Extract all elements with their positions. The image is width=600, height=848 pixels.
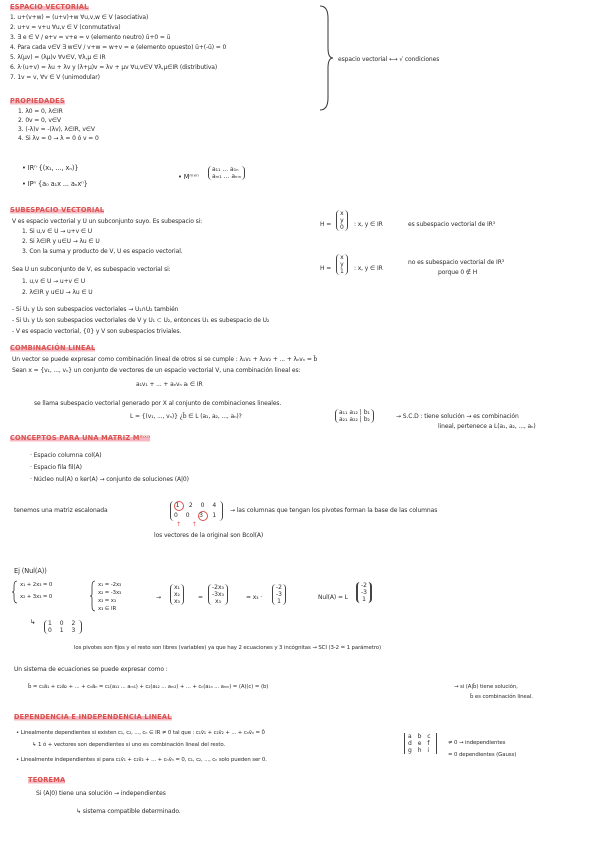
axiom-5: 5. λ(μv) = (λμ)v ∀v∈V, ∀λ,μ ∈ IR [10,54,106,61]
h2-vector-entry: x [340,254,344,261]
escalonada-row-1 [174,501,219,511]
dependencia-title: DEPENDENCIA E INDEPENDENCIA LINEAL [14,713,172,721]
vector-entry: 1 [277,598,281,605]
example-pn: • IPⁿ {a₀ a₁x ... aₙxⁿ} [22,180,88,188]
det-row: a b c [408,733,433,740]
aug-matrix-row: a₁₁ a₁₂ | b₁ [339,409,370,416]
entry: 1 [212,512,220,519]
example-reduced-matrix [44,620,82,634]
prop-3: 3. (-λ)v = -(λv), λ∈IR, v∈V [18,126,95,133]
combinacion-aug-matrix [335,409,374,423]
h1-label: H = [320,221,332,228]
example-matrix-row: aₘ₁ ... aₘₙ [212,173,242,180]
h1-vector [336,210,348,231]
axiom-7: 7. 1v = v, ∀v ∈ V (unimodular) [10,74,100,81]
combinacion-title: COMBINACIÓN LINEAL [10,344,96,352]
sys2-eq-1: x₁ = -2x₃ [98,582,122,588]
vector-entry: -3 [276,591,282,598]
escalonada-matrix [170,501,223,521]
det-note-2: = 0 dependientes (Gauss) [448,752,517,758]
combinacion-l6b: lineal, pertenece a L(a₁, a₂, ..., aₙ) [438,423,536,430]
h1-condition: : x, y ∈ IR [354,221,383,228]
h1-note: es subespacio vectorial de IR³ [408,221,496,228]
dependencia-l2: ↳ 1 ó + vectores son dependientes si uno es combinación lineal del resto. [32,742,226,748]
sys2-eq-2: x₂ = -3x₃ [98,590,122,596]
example-rn: • IRⁿ {(x₁, ..., xₙ)} [22,164,79,172]
teorema-title: TEOREMA [28,776,66,784]
vector-entry: -3x₃ [212,591,224,598]
sys2-eq-4: x₃ ∈ IR [98,606,117,612]
escalonada-sub: los vectores de la original son Bcol(A) [154,532,264,539]
combinacion-l4: se llama subespacio vectorial generado por X al conjunto de combinaciones lineales. [34,400,282,407]
axiom-6: 6. λ·(u+v) = λu + λv y (λ+μ)v = λv + μv ∀u,v∈V ∀λ,μ∈IR (distributiva) [10,64,218,71]
nul-basis-vector [356,582,372,603]
ejemplo-title: Ej (Nul(A)) [14,567,47,575]
teorema-l1: Si (A|0) tiene una solución → independientes [36,790,166,797]
sistema-note-1: → si (A|b̄) tiene solución, [454,684,518,690]
combinacion-l5: L = {(v₁, ..., vₙ)} ¿b̄ ∈ L (a₁, a₂, ..., aₙ)? [130,413,242,420]
sys1-brace-icon [12,580,18,604]
sys2-eq-3: x₃ = x₃ [98,598,116,604]
h1-vector-entry: x [340,210,344,217]
dependencia-l1: • Linealmente dependientes si existen c₁, c₂, ..., cₙ ∈ IR ≠ 0 tal que : c₁v̄₁ + c₂v̄₂ + ... + cₙv̄ₙ = 0̄ [16,730,265,736]
det-row: g h i [408,747,432,754]
escalonada-row-2 [174,511,219,521]
reduced-row: 1 0 2 [48,620,79,627]
h2-vector-entry: y [340,261,344,268]
axiom-4: 4. Para cada v∈V ∃ w∈V / v+w = w+v = e (elemento opuesto) ū+(-ū) = 0 [10,44,227,51]
entry: 0 [200,502,208,509]
prop-1: 1. λ0 = 0, λ∈IR [18,108,63,115]
reduced-row: 0 1 3 [48,627,79,634]
sys1-eq-2: x₂ + 3x₃ = 0 [20,594,53,600]
combinacion-l2: Sean x = {v₁, ..., vₙ} un conjunto de vectores de un espacio vectorial V, una combinación lineal es: [12,367,301,374]
combinacion-l6a: → S.C.D : tiene solución → es combinación [396,413,519,420]
subespacio-note-2: - Si U₁ y U₂ son subespacios vectoriales de V y U₁ ⊂ U₂, entonces U₁ es subespacio de U₂ [12,317,270,324]
h2-note-2: porque 0 ∉ H [438,269,478,276]
vector-entry: 1 [362,596,366,603]
h1-vector-entry: y [340,217,344,224]
hook-arrow-icon: ↳ [30,618,36,626]
subespacio-cond-2: 2. Si λ∈IR y u∈U → λu ∈ U [22,238,100,245]
conceptos-item-1: · Espacio columna col(A) [30,452,102,459]
propiedades-title: PROPIEDADES [10,97,65,105]
det-matrix [404,733,437,754]
vector-entry: -3 [361,589,367,596]
escalonada-intro: tenemos una matriz escalonada [14,507,108,514]
vector-entry: -2x₃ [212,584,224,591]
axiom-1: 1. u+(v+w) = (u+v)+w ∀u,v,w ∈ V (asociativa) [10,14,149,21]
axiom-3: 3. ∃ e ∈ V / e+v = v+e = v (elemento neutro) ū+0 = ū [10,34,171,41]
sys1-eq-1: x₁ + 2x₃ = 0 [20,582,53,588]
subespacio-cond2-2: 2. λ∈IR y u∈U → λu ∈ U [22,289,93,296]
example-matrix-row: a₁₁ ... a₁ₙ [212,166,239,173]
teorema-l2: ↳ sistema compatible determinado. [76,808,181,815]
subespacio-intro2: Sea U un subconjunto de V, es subespacio vectorial si: [12,266,171,273]
h2-vector [336,254,348,275]
vector-entry: x₁ [174,584,180,591]
vector-entry: x₃ [214,598,221,605]
subespacio-title: SUBESPACIO VECTORIAL [10,206,105,214]
entry: 0 [174,512,181,519]
espacio-title: ESPACIO VECTORIAL [10,3,89,11]
h1-vector-entry: 0 [340,224,344,231]
sistema-expression: b̄ = c₁ā₁ + c₂ā₂ + ... + cₙāₙ = c₁(a₁₁ ... aₘ₁) + c₂(a₁₂ ... aₘ₂) + ... + cₙ(a₁ₙ ... aₘₙ) = (A)(c) = (b) [28,684,269,690]
vector-entry: -2 [276,584,282,591]
escalonada-note: → las columnas que tengan los pivotes forman la base de las columnas [230,507,438,514]
arrow-icon: → [156,594,161,601]
subespacio-note-1: - Si U₁ y U₂ son subespacios vectoriales → U₁∩U₂ también [12,306,179,313]
entry: 0 [185,512,193,519]
sistema-note-2: b̄ es combinación lineal. [470,694,533,700]
axioms-brace-icon [318,4,334,112]
vector-entry: x₂ [174,591,180,598]
nul-label: Nul(A) = L [318,594,348,601]
subespacio-cond-3: 3. Con la suma y producto de V, U es espacio vectorial. [22,248,183,255]
example-mmn: • Mᵐˣⁿ [178,173,199,181]
prop-2: 2. 0v = 0, v∈V [18,117,61,124]
subespacio-note-3: - V es espacio vectorial, {0} y V son subespacios triviales. [12,328,182,335]
vector-c [272,584,286,605]
conceptos-item-3: · Núcleo nul(A) o ker(A) → conjunto de soluciones (A|0) [30,476,189,483]
det-row: d e f [408,740,432,747]
vector-a [170,584,184,605]
vector-entry: -2 [361,582,367,589]
dependencia-l3: • Linealmente independientes si para c₁v̄₁ + c₂v̄₂ + ... + cₙv̄ₙ = 0, c₁, c₂, ..., cₙ solo pueden ser 0. [16,757,267,763]
subespacio-intro: V es espacio vectorial y U un subconjunto suyo. Es subespacio si: [12,218,203,225]
equals-sign: = [198,594,203,601]
h2-note-1: no es subespacio vectorial de IR³ [408,259,505,266]
sistema-intro: Un sistema de ecuaciones se puede expresar como : [14,666,168,673]
subespacio-cond-1: 1. Si u,v ∈ U → u+v ∈ U [22,228,93,235]
aug-matrix-row: a₂₁ a₂₂ | b₂ [339,416,370,423]
combinacion-l3: a₁v₁ + ... + aₙvₙ aᵢ ∈ IR [136,381,203,388]
det-note-1: ≠ 0 → independientes [448,740,506,746]
entry: 2 [188,502,196,509]
pivot-arrows-icon: ↑ ↑ [176,521,197,528]
example-matrix [208,166,245,180]
vector-b [208,584,228,605]
h2-label: H = [320,265,332,272]
subespacio-cond2-1: 1. u,v ∈ U → u+v ∈ U [22,278,85,285]
conceptos-item-2: · Espacio fila fil(A) [30,464,82,471]
sys2-brace-icon [90,580,96,612]
pivot-1: 1 [175,502,183,509]
combinacion-l1: Un vector se puede expresar como combinación lineal de otros si se cumple : λ₁v₁ + λ₂v₂ + ... + λₙvₙ = b̄ [12,356,318,363]
axiom-2: 2. u+v = v+u ∀u,v ∈ V (conmutativa) [10,24,121,31]
conceptos-title: CONCEPTOS PARA UNA MATRIZ Mᵐˣⁿ [10,434,151,442]
times-x3: = x₃ · [246,594,263,601]
pivot-2: 3 [199,512,206,519]
espacio-brace-note: espacio vectorial ⟷ √ condiciones [338,56,440,63]
h2-condition: : x, y ∈ IR [354,265,383,272]
ejemplo-note: los pivotes son fijos y el resto son libres (variables) ya que hay 2 ecuaciones y 3 incógnitas → SCI (3-2 = 1 parámetro) [74,645,381,651]
prop-4: 4. Si λv = 0 → λ = 0 ó v = 0 [18,135,99,142]
vector-entry: x₃ [174,598,180,605]
h2-vector-entry: 1 [340,268,344,275]
entry: 4 [212,502,220,509]
